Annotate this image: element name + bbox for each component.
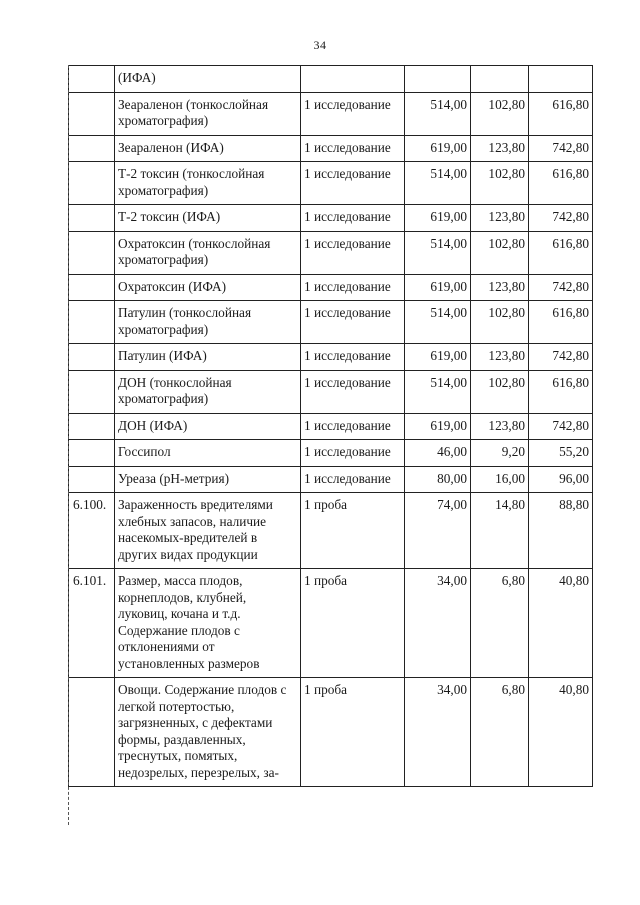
row-unit: 1 исследование (301, 466, 405, 493)
row-vat: 6,80 (471, 569, 529, 678)
row-total: 616,80 (529, 162, 593, 205)
table-row (69, 92, 593, 135)
row-unit: 1 проба (301, 569, 405, 678)
scan-edge-divider (68, 65, 69, 825)
row-code (69, 135, 115, 162)
row-price: 619,00 (405, 413, 471, 440)
row-name: Овощи. Содержание плодов с легкой потертостью, загрязненных, с дефектами формы, раздавленных, треснутых, помятых, недозрелых, перезрелых, за- (115, 678, 301, 787)
row-unit: 1 исследование (301, 344, 405, 371)
row-unit: 1 исследование (301, 231, 405, 274)
row-code: 6.100. (69, 493, 115, 569)
row-name: Зеараленон (ИФА) (115, 135, 301, 162)
row-unit: 1 проба (301, 493, 405, 569)
row-unit: 1 проба (301, 678, 405, 787)
row-total: 616,80 (529, 370, 593, 413)
row-unit: 1 исследование (301, 413, 405, 440)
row-vat (471, 66, 529, 93)
table-row (69, 135, 593, 162)
row-total: 742,80 (529, 344, 593, 371)
row-vat: 123,80 (471, 344, 529, 371)
row-code (69, 344, 115, 371)
row-name: Размер, масса плодов, корнеплодов, клубней, луковиц, кочана и т.д. Содержание плодов с отклонениями от установленных размеров (115, 569, 301, 678)
row-total: 40,80 (529, 569, 593, 678)
row-name: (ИФА) (115, 66, 301, 93)
row-vat: 9,20 (471, 440, 529, 467)
page-number: 34 (313, 38, 327, 52)
row-vat: 123,80 (471, 413, 529, 440)
row-unit: 1 исследование (301, 135, 405, 162)
row-vat: 102,80 (471, 92, 529, 135)
row-code (69, 440, 115, 467)
table-row (69, 440, 593, 467)
row-price: 46,00 (405, 440, 471, 467)
price-table-body (69, 66, 593, 787)
row-total: 96,00 (529, 466, 593, 493)
row-total: 616,80 (529, 301, 593, 344)
row-price: 74,00 (405, 493, 471, 569)
row-total: 88,80 (529, 493, 593, 569)
row-name: Госсипол (115, 440, 301, 467)
row-price: 514,00 (405, 301, 471, 344)
row-total: 40,80 (529, 678, 593, 787)
row-price (405, 66, 471, 93)
row-name: Охратоксин (ИФА) (115, 274, 301, 301)
row-vat: 123,80 (471, 274, 529, 301)
row-code (69, 466, 115, 493)
row-name: Патулин (ИФА) (115, 344, 301, 371)
table-row (69, 413, 593, 440)
row-name: Зеараленон (тонкослойная хроматография) (115, 92, 301, 135)
row-total (529, 66, 593, 93)
row-price: 514,00 (405, 162, 471, 205)
table-row (69, 569, 593, 678)
row-unit: 1 исследование (301, 301, 405, 344)
row-total: 742,80 (529, 413, 593, 440)
row-name: Патулин (тонкослойная хроматография) (115, 301, 301, 344)
row-name: ДОН (тонкослойная хроматография) (115, 370, 301, 413)
table-row (69, 370, 593, 413)
row-name: Т-2 токсин (тонкослойная хроматография) (115, 162, 301, 205)
row-name: Охратоксин (тонкослойная хроматография) (115, 231, 301, 274)
row-unit: 1 исследование (301, 162, 405, 205)
row-vat: 123,80 (471, 205, 529, 232)
row-total: 742,80 (529, 274, 593, 301)
row-code (69, 301, 115, 344)
row-code (69, 274, 115, 301)
row-code (69, 413, 115, 440)
table-row (69, 231, 593, 274)
row-vat: 102,80 (471, 301, 529, 344)
row-total: 616,80 (529, 92, 593, 135)
table-row (69, 66, 593, 93)
row-name: Т-2 токсин (ИФА) (115, 205, 301, 232)
row-name: Уреаза (рН-метрия) (115, 466, 301, 493)
table-row (69, 344, 593, 371)
row-unit: 1 исследование (301, 92, 405, 135)
price-table (68, 65, 593, 787)
row-name: Зараженность вредителями хлебных запасов, наличие насекомых-вредителей в других видах продукции (115, 493, 301, 569)
row-total: 742,80 (529, 135, 593, 162)
row-vat: 16,00 (471, 466, 529, 493)
row-price: 514,00 (405, 370, 471, 413)
row-price: 514,00 (405, 231, 471, 274)
row-price: 619,00 (405, 344, 471, 371)
table-row (69, 466, 593, 493)
row-price: 619,00 (405, 274, 471, 301)
row-unit: 1 исследование (301, 205, 405, 232)
row-price: 514,00 (405, 92, 471, 135)
row-code (69, 92, 115, 135)
row-code (69, 162, 115, 205)
row-code (69, 678, 115, 787)
row-total: 742,80 (529, 205, 593, 232)
table-row (69, 205, 593, 232)
row-price: 619,00 (405, 135, 471, 162)
row-code (69, 231, 115, 274)
row-vat: 102,80 (471, 370, 529, 413)
row-vat: 123,80 (471, 135, 529, 162)
table-row (69, 162, 593, 205)
row-unit: 1 исследование (301, 440, 405, 467)
row-total: 55,20 (529, 440, 593, 467)
row-vat: 102,80 (471, 162, 529, 205)
row-total: 616,80 (529, 231, 593, 274)
table-row (69, 678, 593, 787)
row-price: 619,00 (405, 205, 471, 232)
row-vat: 6,80 (471, 678, 529, 787)
table-row (69, 301, 593, 344)
row-vat: 102,80 (471, 231, 529, 274)
row-vat: 14,80 (471, 493, 529, 569)
row-price: 34,00 (405, 678, 471, 787)
row-price: 80,00 (405, 466, 471, 493)
row-code: 6.101. (69, 569, 115, 678)
row-name: ДОН (ИФА) (115, 413, 301, 440)
row-unit: 1 исследование (301, 274, 405, 301)
row-unit: 1 исследование (301, 370, 405, 413)
row-unit (301, 66, 405, 93)
row-price: 34,00 (405, 569, 471, 678)
row-code (69, 66, 115, 93)
table-row (69, 493, 593, 569)
row-code (69, 370, 115, 413)
table-row (69, 274, 593, 301)
row-code (69, 205, 115, 232)
